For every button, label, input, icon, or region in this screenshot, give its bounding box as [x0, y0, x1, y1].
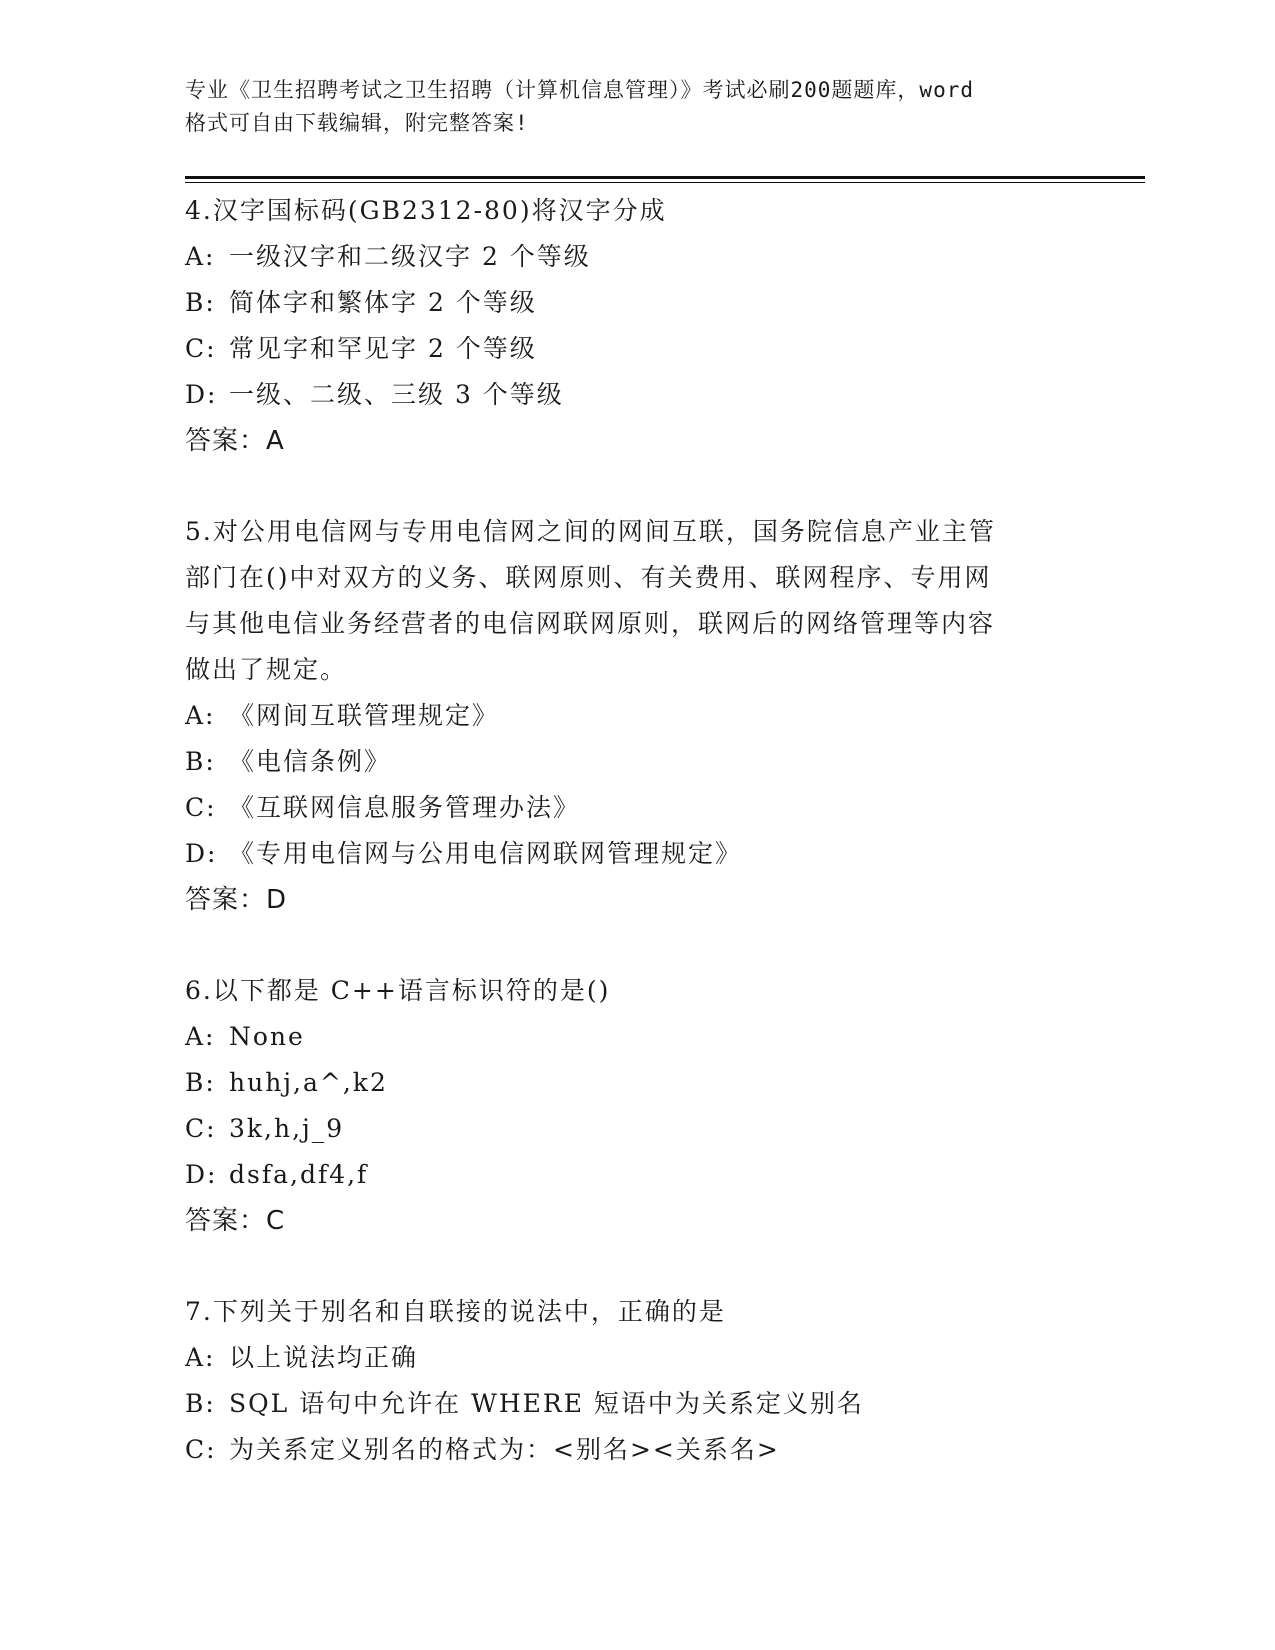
option-letter: D: [185, 1160, 218, 1189]
question-block [185, 188, 1085, 464]
option-letter: B: [185, 1389, 216, 1418]
answer-option [185, 785, 1085, 831]
option-letter: A: [185, 1022, 216, 1051]
option-text: SQL 语句中允许在 WHERE 短语中为关系定义别名 [229, 1389, 864, 1418]
answer-option [185, 1152, 1085, 1198]
answer-option [185, 326, 1085, 372]
option-text: 《专用电信网与公用电信网联网管理规定》 [229, 839, 743, 868]
answer-key: 答案：C [185, 1206, 286, 1236]
answer-option [185, 1335, 1085, 1381]
answer-option [185, 739, 1085, 785]
option-text: 简体字和繁体字 2 个等级 [229, 288, 537, 317]
answer-option [185, 1427, 1085, 1473]
answer-option [185, 1106, 1085, 1152]
answer-option [185, 693, 1085, 739]
option-letter: A: [185, 1343, 216, 1372]
option-text: 《互联网信息服务管理办法》 [229, 793, 581, 822]
document-header [185, 74, 1085, 140]
answer-option [185, 1381, 1085, 1427]
option-letter: D: [185, 839, 218, 868]
option-text: 一级汉字和二级汉字 2 个等级 [229, 242, 591, 271]
option-letter: C: [185, 1435, 217, 1464]
option-letter: B: [185, 1068, 216, 1097]
option-text: dsfa,df4,f [229, 1160, 369, 1189]
question-stem-line: 5.对公用电信网与专用电信网之间的网间互联，国务院信息产业主管 [185, 517, 996, 546]
answer-option [185, 280, 1085, 326]
header-divider-thin [185, 182, 1145, 183]
option-letter: D: [185, 380, 218, 409]
answer-option [185, 372, 1085, 418]
header-line-2: 格式可自由下载编辑，附完整答案! [185, 111, 529, 135]
option-text: None [229, 1022, 305, 1051]
option-letter: C: [185, 334, 217, 363]
option-text: 3k,h,j_9 [229, 1114, 345, 1143]
option-letter: C: [185, 793, 217, 822]
option-text: 《网间互联管理规定》 [229, 701, 500, 730]
question-stem-line: 与其他电信业务经营者的电信网联网原则，联网后的网络管理等内容 [185, 609, 996, 638]
question-block [185, 509, 1085, 923]
question-list [185, 188, 1085, 1473]
answer-option [185, 234, 1085, 280]
option-letter: A: [185, 242, 216, 271]
answer-key: 答案：A [185, 426, 285, 456]
option-text: 以上说法均正确 [229, 1343, 419, 1372]
option-letter: B: [185, 747, 216, 776]
question-stem-line: 6.以下都是 C++语言标识符的是() [185, 976, 611, 1005]
option-letter: B: [185, 288, 216, 317]
question-stem-line: 部门在()中对双方的义务、联网原则、有关费用、联网程序、专用网 [185, 563, 992, 592]
option-text: 《电信条例》 [229, 747, 392, 776]
header-line-1: 专业《卫生招聘考试之卫生招聘（计算机信息管理）》考试必刷200题题库，word [185, 78, 974, 102]
answer-option [185, 1060, 1085, 1106]
answer-option [185, 831, 1085, 877]
question-stem-line: 4.汉字国标码(GB2312-80)将汉字分成 [185, 196, 667, 225]
option-text: 常见字和罕见字 2 个等级 [229, 334, 537, 363]
question-stem-line: 做出了规定。 [185, 655, 348, 684]
option-letter: C: [185, 1114, 217, 1143]
question-stem-line: 7.下列关于别名和自联接的说法中，正确的是 [185, 1297, 726, 1326]
answer-option [185, 1014, 1085, 1060]
question-block [185, 968, 1085, 1244]
answer-key: 答案：D [185, 885, 288, 915]
question-block [185, 1289, 1085, 1473]
option-text: 为关系定义别名的格式为：<别名><关系名> [229, 1435, 780, 1464]
header-divider-thick [185, 176, 1145, 179]
option-letter: A: [185, 701, 216, 730]
option-text: 一级、二级、三级 3 个等级 [229, 380, 564, 409]
option-text: huhj,a^,k2 [229, 1068, 388, 1097]
